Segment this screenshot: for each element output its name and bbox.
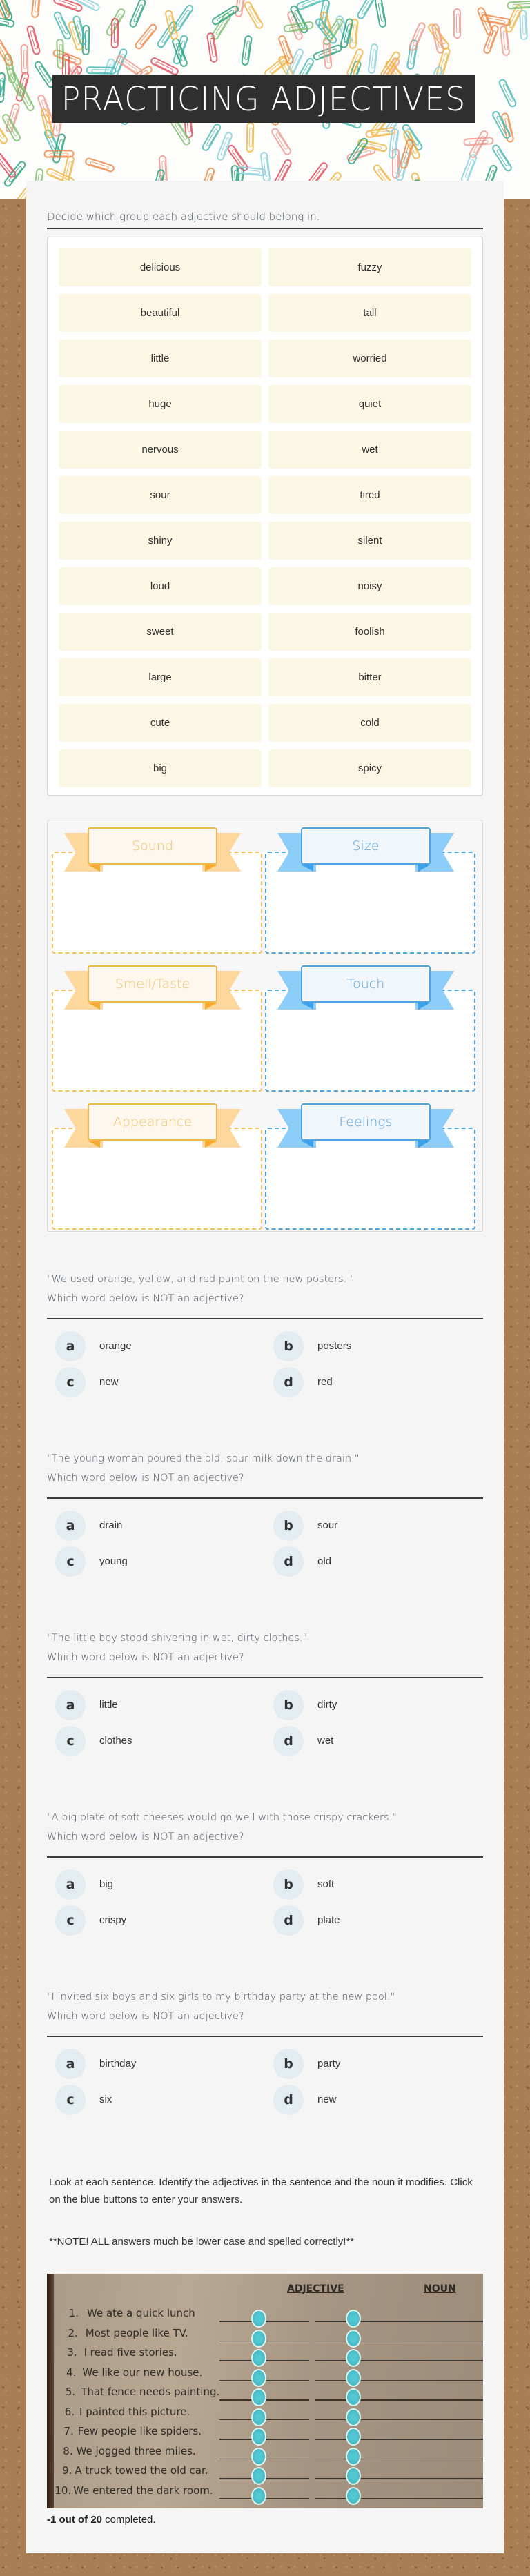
row-number: 4. bbox=[66, 2366, 77, 2379]
worksheet-row bbox=[47, 2346, 483, 2367]
answer-option-b[interactable] bbox=[265, 1510, 483, 1542]
option-text: new bbox=[99, 1376, 119, 1388]
category-appearance bbox=[52, 1102, 262, 1233]
row-number: 10. bbox=[55, 2484, 72, 2497]
worksheet-card bbox=[26, 181, 504, 2553]
worksheet-row bbox=[47, 2386, 483, 2406]
answer-line bbox=[315, 2321, 483, 2322]
question-sentence: "The young woman poured the old, sour milk down the drain." bbox=[47, 1453, 360, 1464]
option-letter-badge: d bbox=[273, 2085, 304, 2115]
sort-instruction: Decide which group each adjective should belong in. bbox=[47, 210, 320, 223]
word-card[interactable]: tall bbox=[268, 294, 471, 332]
worksheet-row bbox=[47, 2366, 483, 2387]
word-card[interactable]: huge bbox=[59, 385, 262, 423]
worksheet-row bbox=[47, 2425, 483, 2446]
answer-option-c[interactable] bbox=[47, 1546, 265, 1577]
worksheet-row bbox=[47, 2327, 483, 2348]
noun-answer-button[interactable] bbox=[346, 2369, 361, 2387]
option-text: crispy bbox=[99, 1914, 127, 1926]
progress-count: -1 out of 20 bbox=[47, 2514, 103, 2526]
fill-instructions: Look at each sentence. Identify the adjectives in the sentence and the noun it modifies. Click on the blue buttons to enter your answers. bbox=[49, 2176, 473, 2205]
worksheet-image bbox=[47, 2274, 483, 2508]
row-number: 9. bbox=[62, 2464, 72, 2477]
noun-column-header: NOUN bbox=[424, 2283, 456, 2294]
question-5 bbox=[47, 1974, 483, 2125]
paperclip-decoration bbox=[270, 126, 293, 156]
answer-option-b[interactable] bbox=[265, 1330, 483, 1362]
question-2 bbox=[47, 1435, 483, 1587]
worksheet-row bbox=[47, 2464, 483, 2485]
divider bbox=[47, 1497, 483, 1499]
answer-line bbox=[315, 2419, 483, 2421]
option-letter-badge: b bbox=[273, 1869, 304, 1900]
row-number: 1. bbox=[68, 2307, 79, 2319]
answer-option-a[interactable] bbox=[47, 1330, 265, 1362]
divider bbox=[47, 1677, 483, 1678]
row-sentence: I painted this picture. bbox=[79, 2405, 190, 2418]
word-card[interactable]: shiny bbox=[59, 522, 262, 560]
answer-option-b[interactable] bbox=[265, 2048, 483, 2080]
options-grid bbox=[47, 1869, 483, 1936]
noun-answer-button[interactable] bbox=[346, 2467, 361, 2485]
word-card[interactable]: worried bbox=[268, 340, 471, 377]
options-grid bbox=[47, 1689, 483, 1757]
option-letter-badge: c bbox=[55, 1546, 86, 1577]
paperclip-decoration bbox=[31, 0, 42, 18]
paperclip-decoration bbox=[0, 151, 17, 179]
adjective-answer-button[interactable] bbox=[251, 2388, 266, 2406]
option-letter-badge: b bbox=[273, 2049, 304, 2079]
word-card[interactable]: spicy bbox=[268, 749, 471, 787]
paperclip-decoration bbox=[246, 122, 254, 153]
row-sentence: Few people like spiders. bbox=[77, 2425, 202, 2437]
question-1 bbox=[47, 1256, 483, 1408]
divider bbox=[47, 1318, 483, 1319]
paperclip-decoration bbox=[374, 0, 387, 28]
option-text: orange bbox=[99, 1340, 132, 1352]
adjective-answer-button[interactable] bbox=[251, 2369, 266, 2387]
answer-option-c[interactable] bbox=[47, 2084, 265, 2116]
answer-option-c[interactable] bbox=[47, 1905, 265, 1936]
option-letter-badge: d bbox=[273, 1546, 304, 1577]
option-letter-badge: d bbox=[273, 1726, 304, 1756]
noun-answer-button[interactable] bbox=[346, 2448, 361, 2466]
row-sentence: We like our new house. bbox=[82, 2366, 203, 2379]
option-letter-badge: c bbox=[55, 2085, 86, 2115]
row-sentence: We entered the dark room. bbox=[73, 2484, 213, 2497]
answer-option-a[interactable] bbox=[47, 1510, 265, 1542]
row-sentence: A truck towed the old car. bbox=[75, 2464, 208, 2477]
word-card[interactable]: fuzzy bbox=[268, 248, 471, 286]
progress-status bbox=[47, 2514, 156, 2526]
worksheet-row bbox=[47, 2406, 483, 2426]
option-text: posters bbox=[317, 1340, 352, 1352]
word-card[interactable]: noisy bbox=[268, 567, 471, 605]
option-letter-badge: a bbox=[55, 1511, 86, 1541]
paperclip-decoration bbox=[367, 43, 378, 74]
paperclip-decoration bbox=[110, 18, 119, 48]
category-label: Appearance bbox=[88, 1103, 217, 1141]
options-grid bbox=[47, 1510, 483, 1577]
answer-line bbox=[315, 2341, 483, 2342]
category-touch bbox=[265, 964, 475, 1095]
question-prompt: Which word below is NOT an adjective? bbox=[47, 2011, 244, 2022]
row-number: 6. bbox=[64, 2405, 75, 2418]
paperclip-decoration bbox=[259, 151, 271, 182]
option-text: soft bbox=[317, 1878, 335, 1890]
word-card[interactable]: silent bbox=[268, 522, 471, 560]
word-card[interactable]: quiet bbox=[268, 385, 471, 423]
noun-answer-button[interactable] bbox=[346, 2388, 361, 2406]
word-card[interactable]: large bbox=[59, 658, 262, 696]
adjective-answer-button[interactable] bbox=[251, 2408, 266, 2426]
option-letter-badge: c bbox=[55, 1367, 86, 1397]
option-text: birthday bbox=[99, 2058, 137, 2069]
question-3 bbox=[47, 1615, 483, 1767]
option-letter-badge: d bbox=[273, 1905, 304, 1936]
paperclip-decoration bbox=[134, 23, 159, 51]
options-grid bbox=[47, 1330, 483, 1398]
word-bank bbox=[47, 237, 483, 796]
paperclip-decoration bbox=[128, 0, 147, 29]
paperclip-decoration bbox=[43, 150, 74, 157]
option-letter-badge: a bbox=[55, 2049, 86, 2079]
word-card[interactable]: sweet bbox=[59, 613, 262, 651]
category-board bbox=[47, 820, 483, 1232]
option-text: big bbox=[99, 1878, 114, 1890]
word-card[interactable]: foolish bbox=[268, 613, 471, 651]
divider bbox=[47, 1856, 483, 1858]
word-card[interactable]: cold bbox=[268, 704, 471, 742]
answer-line bbox=[315, 2439, 483, 2440]
paperclip-decoration bbox=[243, 0, 265, 30]
option-text: sour bbox=[317, 1520, 338, 1531]
worksheet-row bbox=[47, 2307, 483, 2328]
answer-line bbox=[315, 2478, 483, 2479]
answer-option-a[interactable] bbox=[47, 2048, 265, 2080]
question-sentence: "We used orange, yellow, and red paint on the new posters. " bbox=[47, 1274, 355, 1285]
answer-option-d[interactable] bbox=[265, 1366, 483, 1398]
question-4 bbox=[47, 1794, 483, 1946]
paperclip-decoration bbox=[0, 37, 15, 68]
option-letter-badge: a bbox=[55, 1331, 86, 1361]
answer-option-c[interactable] bbox=[47, 1725, 265, 1757]
option-text: dirty bbox=[317, 1699, 337, 1711]
option-text: red bbox=[317, 1376, 333, 1388]
adjective-answer-button[interactable] bbox=[251, 2428, 266, 2446]
answer-line bbox=[315, 2399, 483, 2401]
word-card[interactable]: delicious bbox=[59, 248, 262, 286]
answer-line bbox=[315, 2498, 483, 2499]
row-sentence: I read five stories. bbox=[84, 2346, 177, 2359]
answer-option-b[interactable] bbox=[265, 1689, 483, 1721]
answer-option-d[interactable] bbox=[265, 1546, 483, 1577]
question-sentence: "A big plate of soft cheeses would go well with those crispy crackers." bbox=[47, 1812, 397, 1823]
word-card[interactable]: wet bbox=[268, 431, 471, 469]
word-card[interactable]: big bbox=[59, 749, 262, 787]
adjective-column-header: ADJECTIVE bbox=[287, 2283, 344, 2294]
answer-line bbox=[315, 2459, 483, 2460]
category-size bbox=[265, 826, 475, 957]
paperclip-decoration bbox=[84, 157, 115, 173]
paperclip-decoration bbox=[21, 44, 29, 75]
category-feelings bbox=[265, 1102, 475, 1233]
question-prompt: Which word below is NOT an adjective? bbox=[47, 1831, 244, 1842]
row-number: 3. bbox=[67, 2346, 77, 2359]
row-number: 7. bbox=[63, 2425, 74, 2437]
noun-answer-button[interactable] bbox=[346, 2330, 361, 2348]
word-card[interactable]: bitter bbox=[268, 658, 471, 696]
word-card[interactable]: sour bbox=[59, 476, 262, 514]
option-text: young bbox=[99, 1555, 128, 1567]
question-prompt: Which word below is NOT an adjective? bbox=[47, 1293, 244, 1304]
question-sentence: "The little boy stood shivering in wet, dirty clothes." bbox=[47, 1633, 308, 1644]
option-letter-badge: d bbox=[273, 1367, 304, 1397]
option-letter-badge: a bbox=[55, 1869, 86, 1900]
answer-line bbox=[315, 2380, 483, 2381]
option-text: new bbox=[317, 2094, 337, 2105]
row-number: 2. bbox=[68, 2326, 78, 2339]
paperclip-decoration bbox=[519, 10, 528, 40]
word-card[interactable]: nervous bbox=[59, 431, 262, 469]
worksheet-row bbox=[47, 2484, 483, 2505]
question-prompt: Which word below is NOT an adjective? bbox=[47, 1652, 244, 1663]
category-label: Size bbox=[301, 827, 431, 865]
divider bbox=[47, 228, 483, 229]
option-text: wet bbox=[317, 1735, 334, 1747]
option-text: plate bbox=[317, 1914, 340, 1926]
word-card[interactable]: little bbox=[59, 340, 262, 377]
option-text: old bbox=[317, 1555, 332, 1567]
noun-answer-button[interactable] bbox=[346, 2428, 361, 2446]
row-number: 5. bbox=[65, 2386, 76, 2398]
adjective-answer-button[interactable] bbox=[251, 2467, 266, 2485]
paperclip-decoration bbox=[453, 8, 460, 39]
option-letter-badge: c bbox=[55, 1905, 86, 1936]
word-card[interactable]: cute bbox=[59, 704, 262, 742]
progress-suffix: completed. bbox=[102, 2514, 156, 2526]
paperclip-decoration bbox=[0, 72, 6, 104]
paperclip-decoration bbox=[460, 153, 478, 184]
page-title: PRACTICING ADJECTIVES bbox=[61, 79, 467, 119]
divider bbox=[47, 2036, 483, 2037]
worksheet-row bbox=[47, 2445, 483, 2466]
category-smell-taste bbox=[52, 964, 262, 1095]
option-letter-badge: b bbox=[273, 1511, 304, 1541]
category-sound bbox=[52, 826, 262, 957]
option-text: six bbox=[99, 2094, 112, 2105]
paperclip-decoration bbox=[86, 66, 116, 75]
category-label: Sound bbox=[88, 827, 217, 865]
row-sentence: Most people like TV. bbox=[85, 2326, 188, 2339]
answer-option-a[interactable] bbox=[47, 1689, 265, 1721]
row-number: 8. bbox=[63, 2444, 73, 2457]
option-letter-badge: b bbox=[273, 1331, 304, 1361]
noun-answer-button[interactable] bbox=[346, 2487, 361, 2505]
noun-answer-button[interactable] bbox=[346, 2349, 361, 2367]
option-text: party bbox=[317, 2058, 341, 2069]
question-sentence: "I invited six boys and six girls to my birthday party at the new pool." bbox=[47, 1992, 395, 2003]
header-banner bbox=[0, 0, 530, 199]
word-card[interactable]: tired bbox=[268, 476, 471, 514]
category-label: Feelings bbox=[301, 1103, 431, 1141]
row-sentence: We ate a quick lunch bbox=[87, 2307, 195, 2319]
word-card[interactable]: beautiful bbox=[59, 294, 262, 332]
adjective-answer-button[interactable] bbox=[251, 2310, 266, 2328]
title-banner bbox=[52, 75, 475, 123]
answer-option-d[interactable] bbox=[265, 1905, 483, 1936]
noun-answer-button[interactable] bbox=[346, 2408, 361, 2426]
noun-answer-button[interactable] bbox=[346, 2310, 361, 2328]
question-prompt: Which word below is NOT an adjective? bbox=[47, 1473, 244, 1484]
answer-option-c[interactable] bbox=[47, 1366, 265, 1398]
answer-option-a[interactable] bbox=[47, 1869, 265, 1900]
paperclip-decoration bbox=[507, 0, 530, 9]
fill-note: **NOTE! ALL answers much be lower case and spelled correctly!** bbox=[49, 2236, 355, 2248]
paperclip-decoration bbox=[498, 77, 518, 108]
answer-option-d[interactable] bbox=[265, 1725, 483, 1757]
option-text: clothes bbox=[99, 1735, 132, 1747]
option-letter-badge: c bbox=[55, 1726, 86, 1756]
adjective-answer-button[interactable] bbox=[251, 2330, 266, 2348]
answer-option-d[interactable] bbox=[265, 2084, 483, 2116]
option-text: drain bbox=[99, 1520, 123, 1531]
option-text: little bbox=[99, 1699, 118, 1711]
category-label: Smell/Taste bbox=[88, 965, 217, 1003]
adjective-answer-button[interactable] bbox=[251, 2448, 266, 2466]
option-letter-badge: b bbox=[273, 1690, 304, 1720]
options-grid bbox=[47, 2048, 483, 2116]
option-letter-badge: a bbox=[55, 1690, 86, 1720]
word-card[interactable]: loud bbox=[59, 567, 262, 605]
answer-option-b[interactable] bbox=[265, 1869, 483, 1900]
adjective-answer-button[interactable] bbox=[251, 2349, 266, 2367]
answer-line bbox=[315, 2360, 483, 2361]
adjective-answer-button[interactable] bbox=[251, 2487, 266, 2505]
paperclip-decoration bbox=[241, 35, 253, 66]
row-sentence: That fence needs painting. bbox=[81, 2386, 220, 2398]
category-label: Touch bbox=[301, 965, 431, 1003]
row-sentence: We jogged three miles. bbox=[76, 2444, 196, 2457]
